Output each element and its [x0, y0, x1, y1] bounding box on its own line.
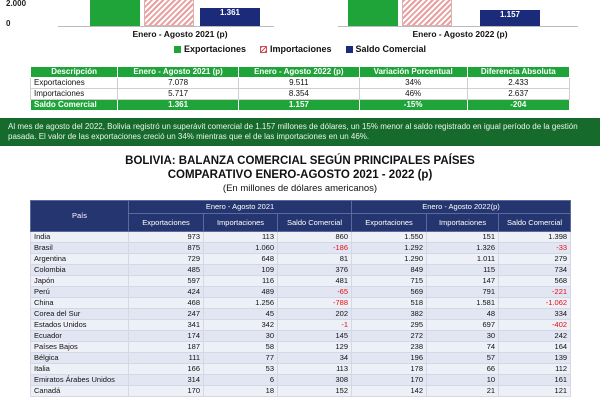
plot-2022 — [338, 0, 578, 27]
table-cell: 113 — [278, 364, 352, 375]
summary-cell: 46% — [359, 89, 467, 100]
summary-row — [31, 100, 570, 111]
table-cell: 10 — [427, 375, 499, 386]
summary-row-label: Exportaciones — [31, 78, 118, 89]
country-name: Países Bajos — [31, 342, 129, 353]
table-cell: 485 — [129, 265, 204, 276]
summary-row — [31, 89, 570, 100]
table-cell: 187 — [129, 342, 204, 353]
country-name: Argentina — [31, 254, 129, 265]
table-cell: 1.326 — [427, 243, 499, 254]
summary-header: Variación Porcentual — [359, 67, 467, 78]
bar-saldo-2022 — [480, 10, 540, 26]
summary-header: Enero - Agosto 2021 (p) — [118, 67, 239, 78]
table-cell: 34 — [278, 353, 352, 364]
bar-saldo-2021 — [200, 8, 260, 26]
table-cell: 66 — [427, 364, 499, 375]
table-cell: 115 — [427, 265, 499, 276]
table-cell: 860 — [278, 232, 352, 243]
legend-swatch — [174, 46, 181, 53]
col-header: Exportaciones — [352, 214, 427, 232]
table-cell: 481 — [278, 276, 352, 287]
summary-header: Descripción — [31, 67, 118, 78]
bar-importaciones-2021 — [144, 0, 194, 26]
table-cell: -65 — [278, 287, 352, 298]
countries-header-row — [31, 201, 571, 214]
countries-table — [30, 200, 571, 397]
table-cell: 341 — [129, 320, 204, 331]
category-label-2022: Enero - Agosto 2022 (p) — [412, 29, 508, 39]
table-cell: 238 — [352, 342, 427, 353]
summary-cell: 34% — [359, 78, 467, 89]
table-cell: 58 — [204, 342, 278, 353]
country-name: Canadá — [31, 386, 129, 397]
col-header: Importaciones — [204, 214, 278, 232]
legend-item-saldo — [346, 44, 427, 54]
legend-label: Exportaciones — [183, 44, 246, 54]
table-row — [31, 254, 571, 265]
table-cell: 247 — [129, 309, 204, 320]
bar-label-saldo-2022: 1.157 — [499, 10, 521, 20]
legend-swatch — [260, 46, 267, 53]
table-row — [31, 342, 571, 353]
summary-header: Enero - Agosto 2022 (p) — [238, 67, 359, 78]
table-cell: 53 — [204, 364, 278, 375]
info-banner: Al mes de agosto del 2022, Bolivia registró un superávit comercial de 1.157 millones de dólares, un 15% menor al saldo registrado en igual período de la gestión pasada. El valor de las exportaciones creció un 34% mientras que el de las importaciones en un 46%. — [0, 118, 600, 146]
table-cell: 308 — [278, 375, 352, 386]
table-cell: 112 — [499, 364, 571, 375]
table-cell: 174 — [129, 331, 204, 342]
table-cell: 272 — [352, 331, 427, 342]
table-cell: 116 — [204, 276, 278, 287]
col-header: Exportaciones — [129, 214, 204, 232]
table-cell: 48 — [427, 309, 499, 320]
table-cell: 45 — [204, 309, 278, 320]
col-header: Importaciones — [427, 214, 499, 232]
table-cell: 715 — [352, 276, 427, 287]
table-cell: 161 — [499, 375, 571, 386]
table-cell: -33 — [499, 243, 571, 254]
bar-importaciones-2022 — [402, 0, 452, 26]
table-cell: 569 — [352, 287, 427, 298]
period-header-2021: Enero - Agosto 2021 — [129, 201, 352, 214]
country-name: India — [31, 232, 129, 243]
table-cell: 734 — [499, 265, 571, 276]
table-cell: 111 — [129, 353, 204, 364]
table-cell: 145 — [278, 331, 352, 342]
table-row — [31, 309, 571, 320]
summary-row-label: Saldo Comercial — [31, 100, 118, 111]
summary-table — [30, 66, 570, 111]
table-cell: 1.398 — [499, 232, 571, 243]
country-name: Japón — [31, 276, 129, 287]
table-cell: 30 — [427, 331, 499, 342]
table-cell: -788 — [278, 298, 352, 309]
country-name: Bélgica — [31, 353, 129, 364]
table-cell: 170 — [352, 375, 427, 386]
summary-cell: 2.637 — [467, 89, 569, 100]
table-row — [31, 287, 571, 298]
table-cell: 196 — [352, 353, 427, 364]
table-cell: 113 — [204, 232, 278, 243]
table-cell: 139 — [499, 353, 571, 364]
table-cell: 489 — [204, 287, 278, 298]
table-cell: -402 — [499, 320, 571, 331]
legend-label: Saldo Comercial — [355, 44, 427, 54]
table-cell: 1.550 — [352, 232, 427, 243]
table-cell: 1.060 — [204, 243, 278, 254]
table-row — [31, 232, 571, 243]
legend-item-importaciones — [260, 44, 332, 54]
legend-swatch — [346, 46, 353, 53]
table-cell: 568 — [499, 276, 571, 287]
table-cell: 164 — [499, 342, 571, 353]
table-cell: -186 — [278, 243, 352, 254]
bar-exportaciones-2022 — [348, 0, 398, 26]
table-row — [31, 243, 571, 254]
bar-exportaciones-2021 — [90, 0, 140, 26]
summary-cell: -204 — [467, 100, 569, 111]
table-row — [31, 276, 571, 287]
table-units: (En millones de dólares americanos) — [222, 183, 378, 194]
country-name: Brasil — [31, 243, 129, 254]
country-name: Emiratos Árabes Unidos — [31, 375, 129, 386]
table-cell: 648 — [204, 254, 278, 265]
table-cell: 875 — [129, 243, 204, 254]
table-cell: 142 — [352, 386, 427, 397]
table-row — [31, 298, 571, 309]
bar-label-saldo-2021: 1.361 — [219, 7, 241, 17]
country-name: China — [31, 298, 129, 309]
table-cell: 468 — [129, 298, 204, 309]
table-cell: 697 — [427, 320, 499, 331]
table-cell: 242 — [499, 331, 571, 342]
table-cell: 314 — [129, 375, 204, 386]
country-name: Estados Unidos — [31, 320, 129, 331]
table-cell: 166 — [129, 364, 204, 375]
table-row — [31, 320, 571, 331]
table-cell: -1 — [278, 320, 352, 331]
col-header: Saldo Comercial — [278, 214, 352, 232]
table-cell: 77 — [204, 353, 278, 364]
table-cell: 424 — [129, 287, 204, 298]
table-cell: 170 — [129, 386, 204, 397]
table-cell: 295 — [352, 320, 427, 331]
table-row — [31, 353, 571, 364]
table-cell: 81 — [278, 254, 352, 265]
table-cell: 152 — [278, 386, 352, 397]
summary-cell: 5.717 — [118, 89, 239, 100]
table-cell: 973 — [129, 232, 204, 243]
table-row — [31, 265, 571, 276]
category-label-2021: Enero - Agosto 2021 (p) — [132, 29, 228, 39]
table-cell: 342 — [204, 320, 278, 331]
country-name: Italia — [31, 364, 129, 375]
table-cell: 334 — [499, 309, 571, 320]
summary-cell: 9.511 — [238, 78, 359, 89]
summary-header-row — [31, 67, 570, 78]
country-name: Ecuador — [31, 331, 129, 342]
table-title: BOLIVIA: BALANZA COMERCIAL SEGÚN PRINCIPALES PAÍSES — [125, 155, 475, 167]
summary-cell: -15% — [359, 100, 467, 111]
table-cell: 151 — [427, 232, 499, 243]
summary-cell: 1.361 — [118, 100, 239, 111]
table-cell: 147 — [427, 276, 499, 287]
legend-label: Importaciones — [269, 44, 332, 54]
table-cell: 74 — [427, 342, 499, 353]
country-name: Corea del Sur — [31, 309, 129, 320]
table-cell: 849 — [352, 265, 427, 276]
table-cell: 57 — [427, 353, 499, 364]
table-cell: 109 — [204, 265, 278, 276]
table-cell: 121 — [499, 386, 571, 397]
col-header: Saldo Comercial — [499, 214, 571, 232]
y-tick-label: 0 — [6, 19, 11, 28]
table-cell: 597 — [129, 276, 204, 287]
country-name: Colombia — [31, 265, 129, 276]
table-cell: 1.011 — [427, 254, 499, 265]
table-cell: 6 — [204, 375, 278, 386]
table-cell: 382 — [352, 309, 427, 320]
plot-2021 — [58, 0, 274, 27]
table-cell: 129 — [278, 342, 352, 353]
table-cell: 518 — [352, 298, 427, 309]
table-cell: 202 — [278, 309, 352, 320]
table-cell: 279 — [499, 254, 571, 265]
table-cell: 791 — [427, 287, 499, 298]
table-cell: 1.290 — [352, 254, 427, 265]
table-cell: 178 — [352, 364, 427, 375]
table-row — [31, 364, 571, 375]
country-name: Perú — [31, 287, 129, 298]
table-cell: -1.062 — [499, 298, 571, 309]
y-tick-label: 2.000 — [6, 0, 27, 8]
col-header-pais: País — [31, 201, 129, 232]
table-cell: 729 — [129, 254, 204, 265]
table-cell: 21 — [427, 386, 499, 397]
table-row — [31, 375, 571, 386]
table-cell: 1.292 — [352, 243, 427, 254]
period-header-2022: Enero - Agosto 2022(p) — [352, 201, 571, 214]
summary-cell: 2.433 — [467, 78, 569, 89]
legend-item-exportaciones — [174, 44, 246, 54]
table-subtitle: COMPARATIVO ENERO-AGOSTO 2021 - 2022 (p) — [167, 169, 433, 181]
table-row — [31, 386, 571, 397]
summary-cell: 8.354 — [238, 89, 359, 100]
summary-cell: 1.157 — [238, 100, 359, 111]
table-row — [31, 331, 571, 342]
summary-row-label: Importaciones — [31, 89, 118, 100]
chart-legend — [0, 44, 600, 54]
summary-cell: 7.078 — [118, 78, 239, 89]
table-cell: -221 — [499, 287, 571, 298]
table-cell: 376 — [278, 265, 352, 276]
summary-header: Diferencia Absoluta — [467, 67, 569, 78]
table-cell: 1.256 — [204, 298, 278, 309]
table-cell: 1.581 — [427, 298, 499, 309]
table-cell: 18 — [204, 386, 278, 397]
trade-balance-chart — [0, 0, 600, 58]
table-cell: 30 — [204, 331, 278, 342]
summary-row — [31, 78, 570, 89]
